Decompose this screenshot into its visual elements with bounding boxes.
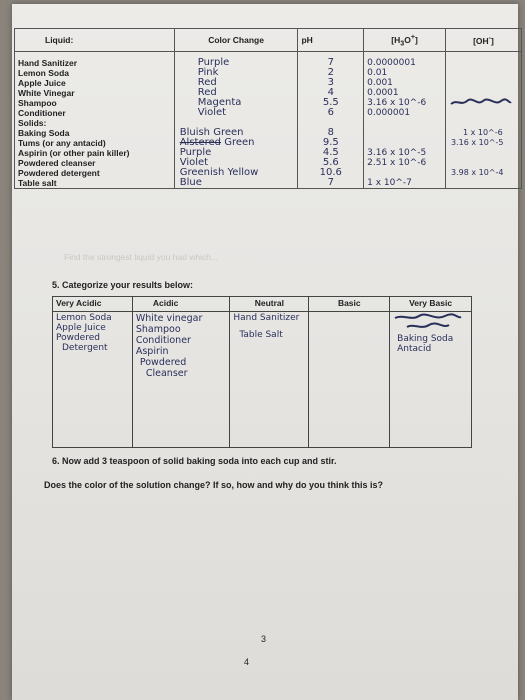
faint-bleedthrough-text: Find the strongest liquid you had which... — [64, 252, 219, 262]
oh-column — [445, 52, 521, 189]
very-basic-antacid: Antacid — [397, 344, 432, 354]
oh-apple-juice — [449, 78, 518, 88]
results-table-body — [15, 52, 522, 189]
header-liquid: Liquid: — [15, 29, 175, 52]
oh-powdered-cleanser — [449, 158, 518, 168]
liquid-white-vinegar: White Vinegar — [18, 88, 75, 98]
neutral-table-salt: Table Salt — [239, 330, 283, 340]
color-lemon-soda: Pink — [197, 67, 219, 78]
scribble-mark-icon — [393, 313, 463, 331]
liquid-hand-sanitizer: Hand Sanitizer — [18, 58, 78, 68]
worksheet-page — [12, 4, 518, 700]
color-table-salt: Blue — [179, 177, 202, 188]
acidic-aspirin: Aspirin — [135, 346, 169, 357]
liquid-lemon-soda: Lemon Soda — [18, 68, 70, 78]
color-aspirin: Purple — [179, 147, 212, 158]
very-basic-cell — [390, 312, 472, 448]
h3o-conditioner: 0.000001 — [367, 108, 411, 118]
h3o-shampoo: 3.16 x 10^-6 — [367, 98, 427, 108]
question-6-followup: Does the color of the solution change? If so, how and why do you think this is? — [44, 480, 384, 490]
very-acidic-cell — [53, 312, 133, 448]
header-neutral: Neutral — [230, 297, 309, 312]
acidic-shampoo: Shampoo — [135, 324, 181, 335]
ph-powdered-detergent: 10.6 — [319, 167, 342, 178]
category-table-header — [53, 297, 472, 312]
solids-heading: Solids: — [18, 118, 47, 128]
liquid-apple-juice: Apple Juice — [18, 78, 66, 88]
solid-tums: Tums (or any antacid) — [18, 138, 106, 148]
very-acidic-apple-juice: Apple Juice — [56, 323, 106, 333]
header-basic: Basic — [309, 297, 390, 312]
oh-white-vinegar — [449, 88, 518, 98]
color-baking-soda: Bluish Green — [179, 127, 244, 138]
basic-cell — [309, 312, 390, 448]
category-table — [52, 296, 472, 448]
very-basic-baking-soda: Baking Soda — [397, 334, 454, 344]
header-h3o: $[H_3O^+]$ — [364, 29, 446, 52]
acidic-powdered: Powdered — [139, 357, 187, 368]
ph-aspirin: 4.5 — [322, 147, 339, 158]
h3o-solids-blank — [367, 118, 442, 128]
ph-conditioner: 6 — [327, 107, 334, 118]
page-number-bleed: 4 — [244, 657, 250, 667]
very-acidic-powdered: Powdered — [56, 333, 100, 343]
results-table — [14, 28, 522, 189]
h3o-aspirin: 3.16 x 10^-5 — [367, 148, 427, 158]
color-tums-value: Green — [224, 137, 255, 148]
h3o-tums — [367, 138, 442, 148]
liquid-column — [15, 52, 175, 189]
h3o-column — [364, 52, 446, 189]
color-white-vinegar: Red — [197, 87, 217, 98]
header-acidic: Acidic — [132, 297, 229, 312]
ph-column — [298, 52, 364, 189]
h3o-powdered-cleanser: 2.51 x 10^-6 — [367, 158, 427, 168]
oh-table-salt — [449, 178, 518, 188]
header-ph: pH — [298, 29, 364, 52]
liquid-conditioner: Conditioner — [18, 108, 66, 118]
neutral-cell — [230, 312, 309, 448]
h3o-powdered-detergent — [367, 168, 442, 178]
oh-aspirin — [449, 148, 518, 158]
very-acidic-detergent: Detergent — [62, 343, 108, 353]
solid-aspirin: Aspirin (or other pain killer) — [18, 148, 130, 158]
color-shampoo: Magenta — [197, 97, 242, 108]
very-acidic-lemon-soda: Lemon Soda — [56, 313, 112, 323]
ph-white-vinegar: 4 — [327, 87, 334, 98]
acidic-conditioner: Conditioner — [135, 335, 191, 346]
solid-powdered-detergent: Powdered detergent — [18, 168, 100, 178]
oh-conditioner — [449, 108, 518, 118]
oh-tums: 3.16 x 10^-5 — [450, 138, 504, 147]
h3o-baking-soda — [367, 128, 442, 138]
oh-baking-soda: 1 x 10^-6 — [462, 128, 503, 137]
color-powdered-detergent: Greenish Yellow — [179, 167, 259, 178]
liquid-shampoo: Shampoo — [18, 98, 57, 108]
ph-tums: 9.5 — [322, 137, 339, 148]
category-table-body — [53, 312, 472, 448]
ph-shampoo: 5.5 — [322, 97, 339, 108]
question-6: 6. Now add 3 teaspoon of solid baking soda into each cup and stir. — [52, 456, 337, 466]
oh-powdered-detergent: 3.98 x 10^-4 — [450, 168, 504, 177]
question-5: 5. Categorize your results below: — [52, 280, 194, 290]
color-tums-crossed: Alstered — [179, 137, 222, 148]
page-number: 3 — [261, 634, 267, 644]
oh-solids-blank — [449, 118, 518, 128]
color-powdered-cleanser: Violet — [179, 157, 209, 168]
acidic-white-vinegar: White vinegar — [135, 313, 203, 324]
color-hand-sanitizer: Purple — [197, 57, 230, 68]
ph-apple-juice: 3 — [327, 77, 334, 88]
ph-baking-soda: 8 — [327, 127, 334, 138]
solid-baking-soda: Baking Soda — [18, 128, 70, 138]
acidic-cleanser: Cleanser — [145, 368, 188, 379]
ph-table-salt: 7 — [327, 177, 334, 188]
scribble-mark-icon — [449, 98, 513, 107]
ph-powdered-cleanser: 5.6 — [322, 157, 339, 168]
oh-lemon-soda — [449, 68, 518, 78]
h3o-lemon-soda: 0.01 — [367, 68, 388, 78]
color-column — [174, 52, 298, 189]
solid-powdered-cleanser: Powdered cleanser — [18, 158, 96, 168]
color-conditioner: Violet — [197, 107, 227, 118]
h3o-hand-sanitizer: 0.0000001 — [367, 58, 416, 68]
neutral-hand-sanitizer: Hand Sanitizer — [233, 313, 300, 323]
header-very-acidic: Very Acidic — [53, 297, 133, 312]
header-color-change: Color Change — [174, 29, 298, 52]
header-oh: [OH-] — [445, 29, 521, 52]
very-basic-scribble — [393, 313, 468, 334]
h3o-table-salt: 1 x 10^-7 — [367, 178, 412, 188]
header-very-basic: Very Basic — [390, 297, 472, 312]
oh-shampoo — [449, 98, 518, 108]
solid-table-salt: Table salt — [18, 178, 57, 188]
h3o-white-vinegar: 0.0001 — [367, 88, 399, 98]
ph-hand-sanitizer: 7 — [327, 57, 334, 68]
oh-hand-sanitizer — [449, 58, 518, 68]
acidic-cell — [132, 312, 229, 448]
ph-lemon-soda: 2 — [327, 67, 334, 78]
h3o-apple-juice: 0.001 — [367, 78, 393, 88]
results-table-header — [15, 29, 522, 52]
color-apple-juice: Red — [197, 77, 217, 88]
